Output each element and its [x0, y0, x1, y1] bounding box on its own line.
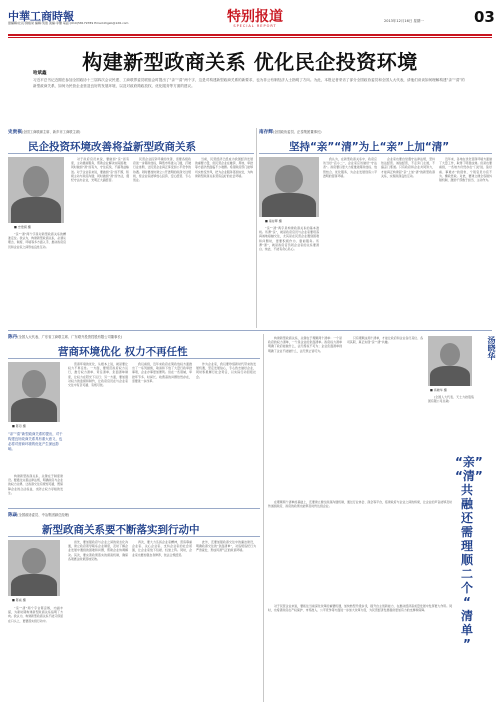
section-title: 特别报道 — [227, 9, 283, 25]
portrait-photo — [259, 157, 319, 217]
vertical-title-char: 需 — [460, 525, 473, 539]
divider — [8, 536, 260, 537]
article-column: 首先，要加强政府与企业之间的常态化沟通，建立政府领导联系企业制度，及时了解企业发展中遇到的困难和问题，帮助企业协调解决。其次，要完善政策落实的督查机制，确保各项惠企政策落地见效。 — [68, 540, 128, 561]
photo-caption: ■ 汤晓华 摄 — [430, 388, 447, 392]
issue-date: 2013年12月16日 星期一 — [384, 19, 424, 23]
divider — [8, 153, 254, 154]
speaker-note: (全国人大代表、广东省工商联主席、广东联升投资控股有限公司董事长) — [17, 335, 122, 339]
page-number: 03 — [474, 8, 495, 26]
article-column: 民营企业投资环境的改善，需要各级政府进一步简政放权，降低市场准入门槛，打破行业垄断，让民营企业真正享受到公平竞争的待遇。同时要加快建立公开透明的政商交往规则，使企业家能够放心投资、安心经营、专心创业。 — [133, 157, 191, 183]
article-column: 我们看到，近年来政府在简政放权方面推出了一系列措施，取消和下放了大量行政审批事项，企业办事更加便利。但在一些领域，审批环节多、时间长、收费高的问题依然存在，需要进一步改革。 — [132, 362, 192, 383]
speaker-name: 陈焱 — [8, 513, 18, 518]
divider — [8, 358, 260, 359]
article-column: 构建新型政商关系，关键在于制度建设。要通过完善法律法规，明确政府与企业的权力边界，让政商交往有规矩可循，既保障企业的合法权益，也防止权力寻租的发生。 — [8, 474, 63, 495]
masthead — [8, 6, 495, 34]
speaker-note: (全国政协委员、正泰集团董事长) — [272, 130, 322, 134]
intro-paragraph: 习近平总书记近期在参加全国政协十三届四次会议民建、工商联界委员联组会时提出了“亲”“清”两个字，这是对构建新型政商关系的新要求，也为非公有制经济人士指明了方向。为此，本报记者采访了部分全国政协委员和全国人大代表，请他们谈谈如何理解构建“亲”“清”的新型政商关系，如何为民营企业营造良好的发展环境，以及对政府简政放权、优化服务等方面的建议。 — [33, 78, 465, 88]
divider — [259, 153, 492, 154]
vertical-title-char: 单 — [460, 623, 473, 637]
vertical-title-char: “亲” — [455, 455, 483, 469]
speaker-note: (全国政协委员、中冶集团副总经理) — [17, 513, 70, 517]
section-divider — [8, 508, 260, 509]
article-title: 民企投资环境改善将益新型政商关系 — [28, 141, 196, 153]
vertical-title-char: 还 — [460, 511, 473, 525]
photo-caption: ■ 陈焱 摄 — [12, 598, 26, 602]
article-column: 构建新型政商关系，关键在于理顺两个清单：一个是政府的权力清单，一个是企业的负面清单。政府权力清单明确了政府能做什么，法无授权不可为；企业负面清单则明确了企业不能做什么，法无禁止皆可为。 — [268, 336, 342, 353]
vertical-title-char: 理 — [460, 539, 473, 553]
speaker-label — [8, 512, 69, 518]
article-column: 只有理顺这两个清单，才能让政府和企业各归其位、各司其职，真正实现“亲”“清”共融。 — [347, 336, 423, 345]
article-column: 对于政府官员来说，要做到“亲”而有度，主动靠前服务，帮助企业解决实际困难；同时做到“清”而有为，守住底线，不搞利益输送。对于企业家来说，要做到“亲”而不贿，积极主动与政府沟通；同时做到“清”而守法，遵纪守法办企业，光明正大搞经营。 — [71, 157, 129, 183]
photo-caption: ■ 史贵祺 摄 — [14, 225, 31, 229]
column-divider — [256, 128, 257, 328]
speaker-name: 史贵祺 — [8, 130, 22, 135]
vertical-title-char: “清” — [455, 469, 483, 483]
masthead-info: 總編輯/社長:劉植榮 編輯:吳強 美編:李蘭 電話:(010)58179789 Email:zhgsb@126.com — [8, 21, 129, 25]
article-title: 营商环境优化 权力不再任性 — [58, 346, 188, 358]
vertical-title-char: 个 — [460, 581, 473, 595]
article-column: 当前，民营经济已经成为我国经济发展的重要力量，但民营企业在融资、用地、审批等方面仍然面临不少难题。希望政府部门能够切实转变作风，把为企业服务落到实处，为构建新型政商关系营造良好的社会环境。 — [195, 157, 253, 178]
article-column: “亲”“清”两个字言简意赅，内涵丰富，为新时期构建新型政商关系指明了方向。我认为，构建新型政商关系不能只停留在口头上，更要落实到行动中。 — [8, 606, 63, 623]
article-column: 作为企业家，我们要珍惜新时代带来的发展机遇，坚定发展信心，专心致志做好企业，同时积极履行社会责任，以实际行动回报社会。 — [196, 362, 256, 379]
article-column: 对于民营企业来说，要抓住当前深化改革的重要机遇，加快转型升级步伐，提升自主创新能力，在推动经济高质量发展中发挥更大作用。同时，也希望政府在产权保护、市场准入、公平竞争等方面进一步加大改革力度，为民营经济发展提供更加有力的支撑和保障。 — [268, 604, 452, 613]
newspaper-logo: 中華工商時報 — [8, 10, 74, 23]
article-column: 近年来，各地在优化营商环境方面做了大量工作，取得了明显成效。但是也要看到，一些地方仍然存在“门好进、脸好看、事难办”的现象，个别官员为官不为、懒政怠政。对此，要建立健全容错纠错机制，激励干部敢于担当、主动作为。 — [439, 157, 492, 183]
vertical-speaker-name: 汤晓华 — [487, 336, 496, 360]
section-divider — [8, 330, 492, 331]
article-column: “亲”“清”两字是构建政商关系的基本准则。所谓“亲”，就是政府官员与企业家要坦荡真诚地接触交往，尤其是在民营企业遇到困难和问题时，更要积极作为、靠前服务。所谓“清”，就是政府官员同企业家的关系要清白、纯洁，不能有贪心私心。 — [259, 226, 319, 252]
column-divider — [263, 334, 264, 702]
vertical-title-char: “ — [463, 595, 471, 609]
article-column: 营商环境的优化，从根本上说，就是要让权力不再任性。一方面，要规范政府权力运行，推行权力清单、责任清单、负面清单制度，让权力在阳光下运行；另一方面，要加强对权力的监督和制约，让政府官员在与企业家交往中有章可循、有规可依。 — [68, 362, 128, 388]
masthead-rule-thin — [8, 37, 492, 38]
article-column: 在理顺两个清单的基础上，还要建立健全政商沟通机制，通过行业协会、商会等平台，搭建政府与企业之间的桥梁，让企业的声音能够及时传递到政府，政府的政策也能够及时传达到企业。 — [268, 500, 452, 509]
section-subtitle: SPECIAL REPORT — [233, 24, 277, 28]
vertical-title-char: 顺 — [460, 553, 473, 567]
speaker-note: (全国工商联副主席、新乡市工商联主席) — [21, 130, 81, 134]
speaker-name: 南存辉 — [259, 130, 273, 135]
vertical-title-char: 融 — [460, 497, 473, 511]
article-column: “亲”“清”两个字是对新型政商关系的精准定位。我认为，构建新型政商关系，必须从理念、制度、环境等多方面入手，推动政府官员和企业家之间形成良性互动。 — [8, 232, 66, 249]
speaker-label — [259, 129, 322, 135]
section-banner — [200, 6, 310, 32]
speaker-note: (全国人大代表、天士力控股集团有限公司总裁) — [428, 395, 474, 404]
article-title: 新型政商关系要不断落实到行动中 — [42, 524, 200, 536]
article-column: 企业家也要自觉遵守法律法规，坚持依法经营、诚信经营，不走旁门左道，不搞歪门邪道。只有政府和企业共同努力，才能真正构建起“亲”上加“清”的新型政商关系，实现政商良性互动。 — [381, 157, 435, 178]
portrait-photo — [428, 336, 472, 386]
article-column: 再次，要大力弘扬企业家精神，营造尊重企业家、关心企业家、支持企业家的社会氛围，让企业家放下包袱、轻装上阵。同时，企业家也要加强自身修养，依法合规经营。 — [132, 540, 192, 557]
speaker-name: 陈丹 — [8, 335, 18, 340]
speaker-label — [8, 129, 80, 135]
portrait-photo — [8, 540, 60, 596]
byline: 哈斌鑫 — [33, 71, 47, 76]
vertical-title-char: 共 — [460, 483, 473, 497]
page-headline: 构建新型政商关系 优化民企投资环境 — [82, 50, 418, 74]
photo-caption: ■ 南存辉 摄 — [265, 219, 282, 223]
article-column: 此外，还要加强政商交往中的廉洁建设，明确政商交往的“负面清单”，对违规违纪行为严肃查处，形成风清气正的政商环境。 — [196, 540, 256, 553]
article-column: 我认为，在新型政商关系中，政府应该当好“店小二”，企业家应该做好“守法者”。政府要以更大力度推进简政放权、放管结合、优化服务，为企业发展创造公平透明的营商环境。 — [323, 157, 377, 178]
vertical-title-char: ” — [463, 637, 471, 651]
portrait-photo — [8, 362, 60, 422]
pull-quote: “亲”“清”新型政商关系的提出，对于构建良好政商关系具有重大意义，也必将对营商环境的优化产生深远影响。 — [8, 432, 63, 451]
speaker-label — [8, 334, 122, 340]
vertical-title-char: 清 — [460, 609, 473, 623]
vertical-title-char: 二 — [460, 567, 473, 581]
portrait-photo — [8, 157, 64, 223]
vertical-title — [455, 455, 483, 651]
masthead-rule — [8, 34, 492, 36]
photo-caption: ■ 陈丹 摄 — [12, 424, 26, 428]
article-title: 坚持“亲”“清”为上“亲”上加“清” — [289, 141, 450, 153]
